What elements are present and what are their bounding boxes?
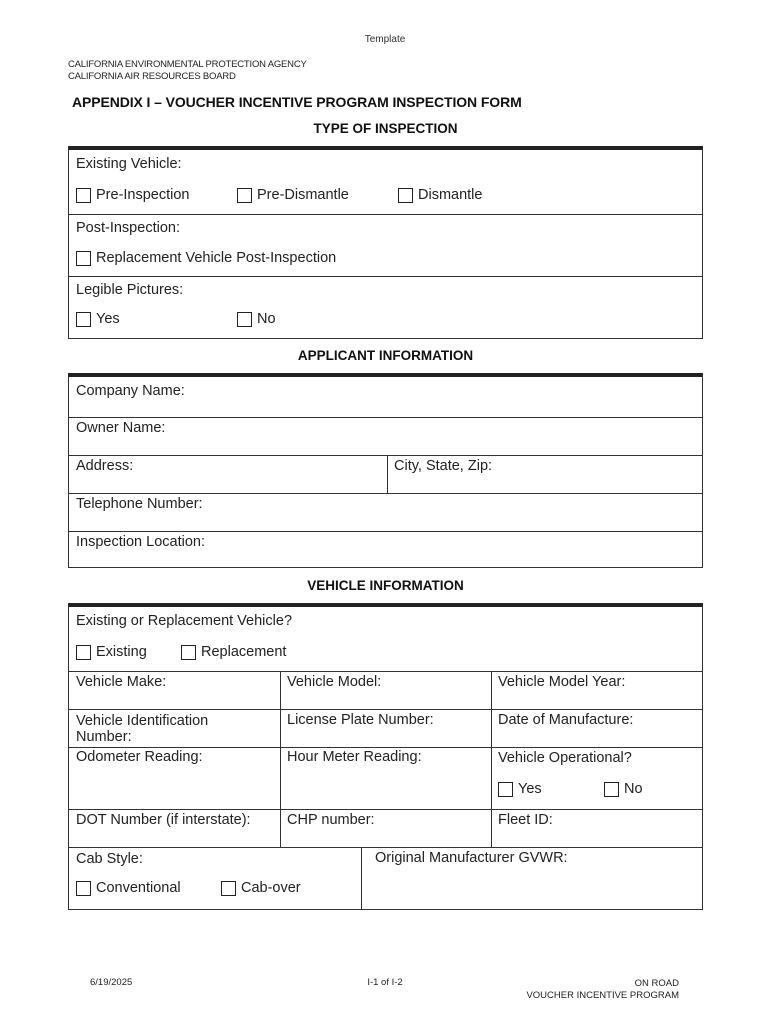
applicant-information-heading: APPLICANT INFORMATION — [297, 348, 474, 363]
vehicle-operational-cell — [491, 748, 702, 809]
existing-checkbox[interactable] — [76, 645, 91, 660]
date-of-manufacture-cell[interactable] — [491, 710, 702, 747]
vin-label: Vehicle Identification Number: — [76, 713, 209, 745]
dot-number-label: DOT Number (if interstate): — [76, 812, 251, 828]
pictures-yes-option[interactable] — [76, 311, 120, 327]
footer-program — [526, 978, 679, 1002]
existing-vehicle-label: Existing Vehicle: — [76, 156, 182, 172]
telephone-label: Telephone Number: — [76, 496, 203, 512]
owner-name-row[interactable] — [69, 417, 702, 455]
legible-pictures-row — [69, 276, 702, 338]
hour-meter-label: Hour Meter Reading: — [287, 749, 422, 765]
operational-no-checkbox[interactable] — [604, 782, 619, 797]
company-name-label: Company Name: — [76, 383, 185, 399]
replacement-option[interactable] — [181, 644, 286, 660]
vehicle-operational-label: Vehicle Operational? — [498, 750, 632, 766]
operational-yes-label: Yes — [518, 781, 542, 797]
fleet-id-cell[interactable] — [491, 810, 702, 847]
vehicle-model-cell[interactable] — [280, 672, 491, 709]
cab-style-label: Cab Style: — [76, 851, 143, 867]
odometer-hour-operational-row — [69, 747, 702, 809]
vin-cell[interactable] — [69, 710, 280, 747]
post-inspection-row — [69, 214, 702, 276]
telephone-row[interactable] — [69, 493, 702, 531]
post-inspection-label: Post-Inspection: — [76, 220, 180, 236]
pictures-no-checkbox[interactable] — [237, 312, 252, 327]
pictures-no-label: No — [257, 311, 276, 327]
inspection-location-label: Inspection Location: — [76, 534, 205, 550]
inspection-location-row[interactable] — [69, 531, 702, 568]
gvwr-cell[interactable] — [361, 848, 702, 909]
dismantle-checkbox[interactable] — [398, 188, 413, 203]
conventional-label: Conventional — [96, 880, 181, 896]
replacement-post-inspection-checkbox[interactable] — [76, 251, 91, 266]
company-name-row[interactable] — [69, 377, 702, 417]
vehicle-information-table — [68, 603, 703, 910]
city-state-zip-cell[interactable] — [387, 456, 702, 493]
footer-program-line-1: ON ROAD — [634, 978, 679, 989]
replacement-label: Replacement — [201, 644, 287, 660]
address-row — [69, 455, 702, 493]
footer-program-line-2: VOUCHER INCENTIVE PROGRAM — [526, 990, 679, 1001]
cab-over-checkbox[interactable] — [221, 881, 236, 896]
dismantle-option[interactable] — [398, 187, 482, 203]
agency-line-1: CALIFORNIA ENVIRONMENTAL PROTECTION AGENCY — [68, 59, 307, 70]
cab-over-option[interactable] — [221, 880, 301, 896]
license-plate-cell[interactable] — [280, 710, 491, 747]
chp-number-cell[interactable] — [280, 810, 491, 847]
owner-name-label: Owner Name: — [76, 420, 166, 436]
replacement-checkbox[interactable] — [181, 645, 196, 660]
operational-no-option[interactable] — [604, 781, 643, 797]
agency-line-2: CALIFORNIA AIR RESOURCES BOARD — [68, 71, 236, 82]
operational-yes-option[interactable] — [498, 781, 542, 797]
footer-date: 6/19/2025 — [90, 977, 133, 988]
pictures-yes-label: Yes — [96, 311, 120, 327]
operational-no-label: No — [624, 781, 643, 797]
existing-label: Existing — [96, 644, 147, 660]
agency-block — [68, 59, 307, 83]
vehicle-information-heading: VEHICLE INFORMATION — [307, 578, 464, 593]
pre-inspection-checkbox[interactable] — [76, 188, 91, 203]
form-title: APPENDIX I – VOUCHER INCENTIVE PROGRAM INSPECTION FORM — [72, 94, 522, 110]
pictures-yes-checkbox[interactable] — [76, 312, 91, 327]
applicant-information-table — [68, 373, 703, 568]
vehicle-make-label: Vehicle Make: — [76, 674, 167, 690]
address-label: Address: — [76, 458, 134, 474]
odometer-label: Odometer Reading: — [76, 749, 203, 765]
gvwr-label: Original Manufacturer GVWR: — [375, 850, 568, 866]
dot-number-cell[interactable] — [69, 810, 280, 847]
legible-pictures-label: Legible Pictures: — [76, 282, 184, 298]
pre-inspection-option[interactable] — [76, 187, 190, 203]
fleet-id-label: Fleet ID: — [498, 812, 553, 828]
odometer-cell[interactable] — [69, 748, 280, 809]
hour-meter-cell[interactable] — [280, 748, 491, 809]
dot-chp-fleet-row — [69, 809, 702, 847]
pre-dismantle-option[interactable] — [237, 187, 349, 203]
pre-dismantle-label: Pre-Dismantle — [257, 187, 349, 203]
city-state-zip-label: City, State, Zip: — [394, 458, 493, 474]
pre-dismantle-checkbox[interactable] — [237, 188, 252, 203]
replacement-post-inspection-label: Replacement Vehicle Post-Inspection — [96, 250, 337, 266]
vehicle-model-year-label: Vehicle Model Year: — [498, 674, 626, 690]
make-model-year-row — [69, 671, 702, 709]
footer-page-number: I-1 of I-2 — [367, 977, 403, 988]
dismantle-label: Dismantle — [418, 187, 483, 203]
vehicle-make-cell[interactable] — [69, 672, 280, 709]
license-plate-label: License Plate Number: — [287, 712, 434, 728]
existing-vehicle-row — [69, 150, 702, 214]
conventional-checkbox[interactable] — [76, 881, 91, 896]
type-of-inspection-table — [68, 146, 703, 339]
existing-or-replacement-label: Existing or Replacement Vehicle? — [76, 613, 293, 629]
address-cell[interactable] — [69, 456, 387, 493]
cab-style-gvwr-row — [69, 847, 702, 909]
chp-number-label: CHP number: — [287, 812, 375, 828]
existing-option[interactable] — [76, 644, 147, 660]
cab-style-cell — [69, 848, 361, 909]
type-of-inspection-heading: TYPE OF INSPECTION — [313, 121, 458, 136]
date-of-manufacture-label: Date of Manufacture: — [498, 712, 634, 728]
vin-plate-date-row — [69, 709, 702, 747]
operational-yes-checkbox[interactable] — [498, 782, 513, 797]
vehicle-model-label: Vehicle Model: — [287, 674, 382, 690]
existing-or-replacement-row — [69, 607, 702, 671]
replacement-post-inspection-option[interactable] — [76, 250, 336, 266]
cab-over-label: Cab-over — [241, 880, 301, 896]
vehicle-model-year-cell[interactable] — [491, 672, 702, 709]
template-label: Template — [364, 34, 406, 45]
pictures-no-option[interactable] — [237, 311, 276, 327]
conventional-option[interactable] — [76, 880, 181, 896]
pre-inspection-label: Pre-Inspection — [96, 187, 190, 203]
